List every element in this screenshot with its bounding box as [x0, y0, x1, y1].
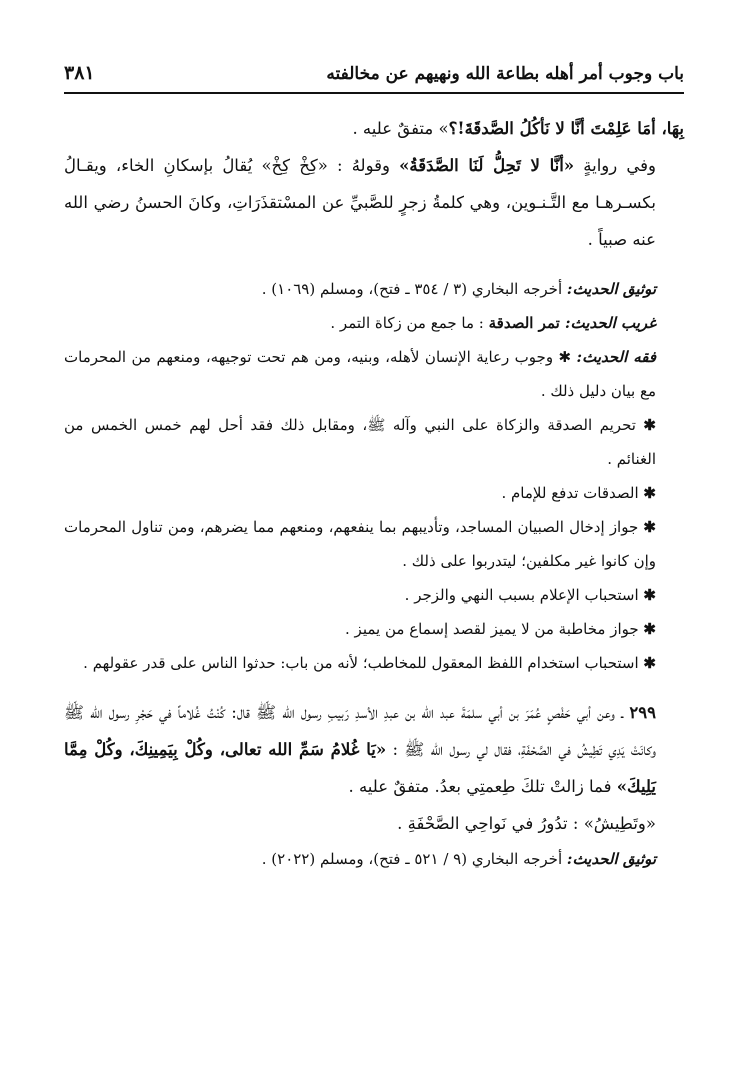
fiqh-point: الصدقات تدفع للإمام . — [501, 484, 644, 502]
bullet-star-icon: ✱ — [643, 620, 656, 638]
narration-variant — [64, 147, 684, 258]
fiqh-point: استحباب استخدام اللفظ المعقول للمخاطب؛ لأنه من باب: حدثوا الناس على قدر عقولهم . — [83, 654, 644, 672]
hadith-299 — [64, 694, 684, 805]
bullet-star-icon: ✱ — [643, 518, 656, 536]
bullet-star-icon: ✱ — [643, 654, 656, 672]
fiqh-bullet — [64, 646, 684, 680]
fiqh-label: فقه الحديث: — [576, 348, 656, 366]
bullet-star-icon: ✱ — [643, 586, 656, 604]
header-rule — [64, 92, 684, 94]
tawthiq-label: توثيق الحديث: — [566, 850, 656, 868]
fiqh-bullet — [64, 578, 684, 612]
hadith-299-intro: ـ وعن أبي حَفْصٍ عُمَرَ بن أبي سلمَةَ عبد الله بن عبدِ الأسدِ رَبيبِ رسول الله ﷺ قال: — [225, 703, 630, 722]
fiqh-first-point: ✱ وجوب رعاية الإنسان لأهله، وبنيه، ومن هم تحت توجيهه، ومنعهم من المحرمات مع بيان دليل ذلك . — [64, 348, 656, 400]
fiqh-point: تحريم الصدقة والزكاة على النبي وآله ﷺ، ومقابل ذلك فقد أحل لهم خمس الخمس من الغنائم . — [64, 416, 656, 468]
hadith-299-quote: كُنْتُ غُلاماً في حَجْرِ رسول الله ﷺ وكانَتْ يَدِي تَطِيشُ في الصَّحْفَةِ، فقال لي رسول الله ﷺ : — [64, 703, 656, 759]
fiqh-bullet — [64, 476, 684, 510]
page-header — [64, 62, 684, 90]
tawthiq-text: أخرجه البخاري (٣ / ٣٥٤ ـ فتح)، ومسلم (١٠٦٩) . — [261, 280, 567, 298]
tatish-explanation: «وتَطِيشُ» : تدُورُ في نَواحِي الصَّحْفَةِ . — [397, 814, 656, 833]
gharib-label: غريب الحديث: — [565, 314, 656, 332]
hadith-298-ending — [64, 110, 684, 147]
hadith-299-end: فما زالتْ تلكَ طِعمتِي بعدُ. متفقٌ عليه . — [348, 777, 617, 796]
fiqh-bullet — [64, 510, 684, 578]
tawthiq-text: أخرجه البخاري (٩ / ٥٢١ ـ فتح)، ومسلم (٢٠٢٢) . — [261, 850, 567, 868]
fiqh-point: جواز إدخال الصبيان المساجد، وتأديبهم بما ينفعهم، ومنعهم مما يضرهم، ومن تناول المحرمات وإن كانوا غير مكلفين؛ ليتدربوا على ذلك . — [64, 518, 656, 570]
prophet-quote: بِهَا، أمَا عَلِمْتَ أنَّا لا نَأكُلُ الصَّدقَةَ!؟ — [448, 119, 684, 138]
bullet-star-icon: ✱ — [643, 416, 656, 434]
spacer — [64, 680, 684, 694]
page-number: ٣٨١ — [64, 62, 95, 84]
tawthiq-299 — [64, 842, 684, 876]
fiqh-point: جواز مخاطبة من لا يميز لقصد إسماع من يميز . — [345, 620, 644, 638]
agreed-upon: » متفقٌ عليه . — [352, 119, 449, 138]
tawthiq-298 — [64, 272, 684, 306]
word-explanation — [64, 805, 684, 842]
gharib-text: : ما جمع من زكاة التمر . — [330, 314, 489, 332]
variant-quote: «أنَّا لا تَحِلُّ لَنَا الصَّدَقَةُ» — [399, 156, 575, 175]
spacer — [64, 258, 684, 272]
kikh-explanation: وقولهُ : «كِخْ كِخْ» يُقالُ بإسكانِ الخاء، ويقـالُ بكسـرهـا مع التَّـنـوين، وهي كلمةُ زجرٍ للصَّبيِّ عن المسْتقذَرَاتِ، وكانَ الحسنُ رضي الله عنه صبياً . — [64, 156, 656, 249]
prophet-instruction: «يَا غُلامُ سَمِّ الله تعالى، وكُلْ بِيَمِينِكَ، وكُلْ مِمَّا يَلِيكَ» — [64, 740, 656, 796]
chapter-title: باب وجوب أمر أهله بطاعة الله ونهيهم عن مخالفته — [326, 64, 684, 84]
fiqh-bullet — [64, 408, 684, 476]
fiqh-298 — [64, 340, 684, 408]
gharib-298 — [64, 306, 684, 340]
variant-intro: وفي روايةٍ — [574, 156, 656, 175]
tawthiq-label: توثيق الحديث: — [566, 280, 656, 298]
fiqh-bullet — [64, 612, 684, 646]
bullet-star-icon: ✱ — [643, 484, 656, 502]
gharib-term: تمر الصدقة — [488, 314, 566, 332]
fiqh-point: استحباب الإعلام بسبب النهي والزجر . — [404, 586, 644, 604]
hadith-number: ٢٩٩ — [629, 703, 656, 722]
